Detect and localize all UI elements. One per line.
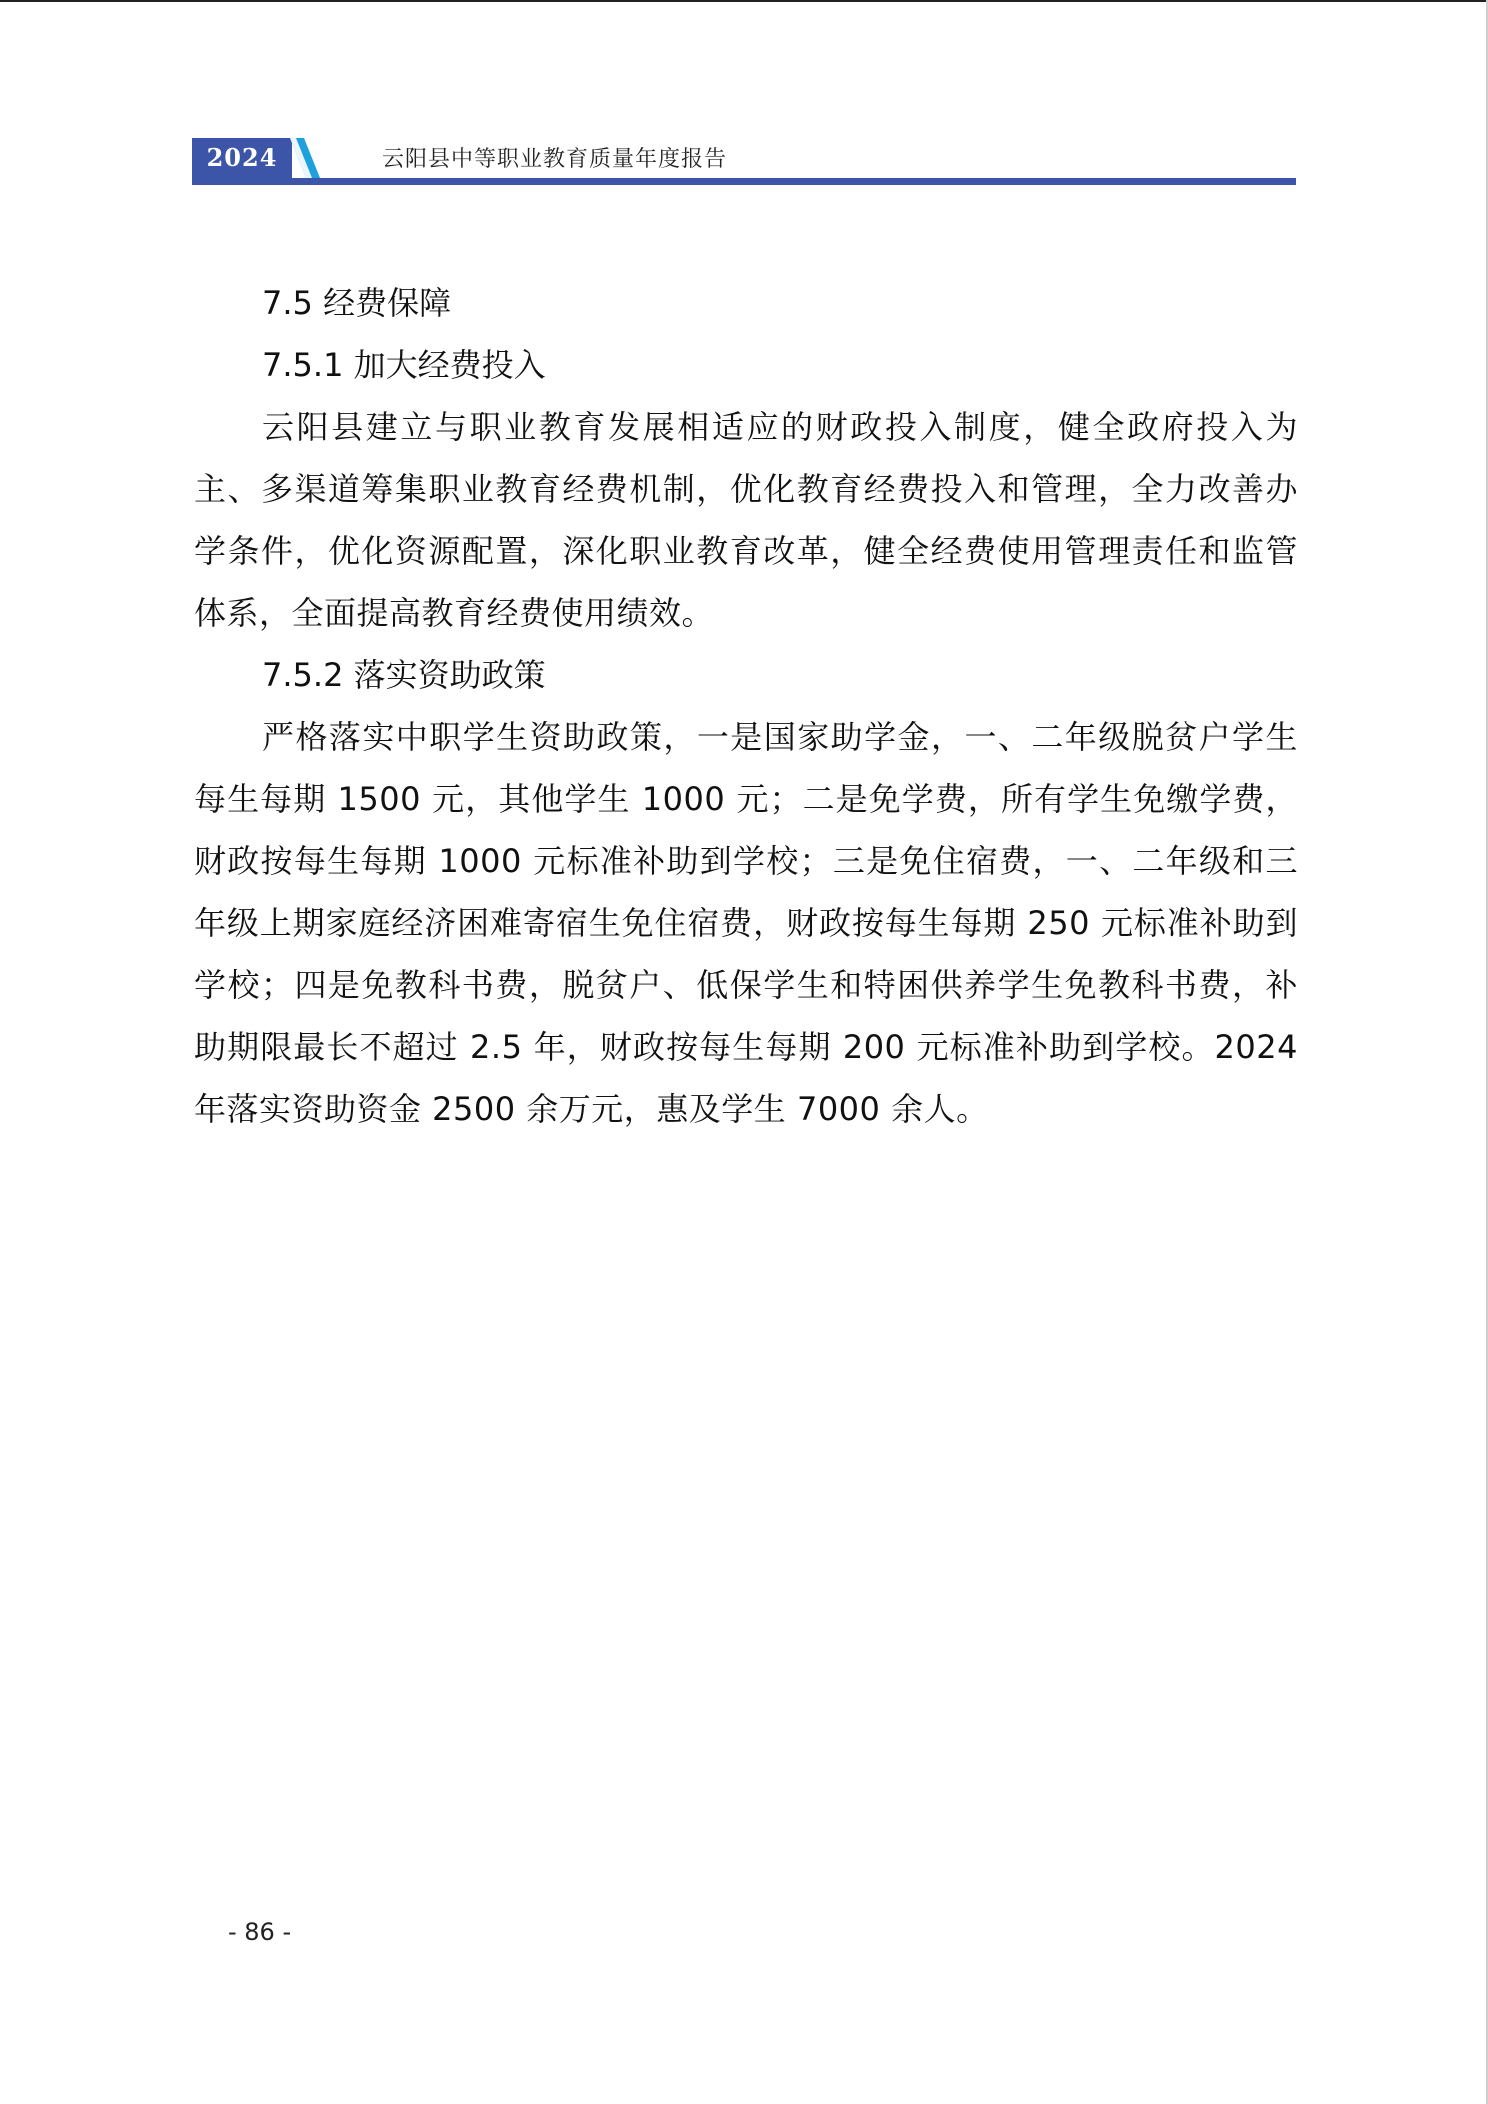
page-top-border <box>0 0 1488 2</box>
section-heading-7-5-2: 7.5.2 落实资助政策 <box>262 656 546 694</box>
paragraph-student-aid-policy: 严格落实中职学生资助政策，一是国家助学金，一、二年级脱贫户学生每生每期 1500 元，其他学生 1000 元；二是免学费，所有学生免缴学费，财政按每生每期 1000 元标准补助到学校；三是免住宿费，一、二年级和三年级上期家庭经济困难寄宿生免住宿费，财政按每生每期 250 元标准补助到学校；四是免教科书费，脱贫户、低保学生和特困供养学生免教科书费，补助期限最长不超过 2.5 年，财政按每生每期 200 元标准补助到学校。2024 年落实资助资金 2500 余万元，惠及学生 7000 余人。 <box>194 718 1298 1128</box>
paragraph-funding-investment: 云阳县建立与职业教育发展相适应的财政投入制度，健全政府投入为主、多渠道筹集职业教育经费机制，优化教育经费投入和管理，全力改善办学条件，优化资源配置，深化职业教育改革，健全经费使用管理责任和监管体系，全面提高教育经费使用绩效。 <box>194 408 1298 632</box>
page-number: - 86 - <box>228 1918 292 1946</box>
main-content <box>194 272 1298 1140</box>
header-year-badge: 2024 <box>192 138 292 178</box>
header-title: 云阳县中等职业教育质量年度报告 <box>382 147 728 172</box>
header-accent-stripe <box>290 138 320 178</box>
section-heading-7-5-1: 7.5.1 加大经费投入 <box>262 346 546 384</box>
header-rule <box>192 178 1296 185</box>
section-heading-7-5: 7.5 经费保障 <box>262 284 452 322</box>
page-header <box>192 138 1296 184</box>
